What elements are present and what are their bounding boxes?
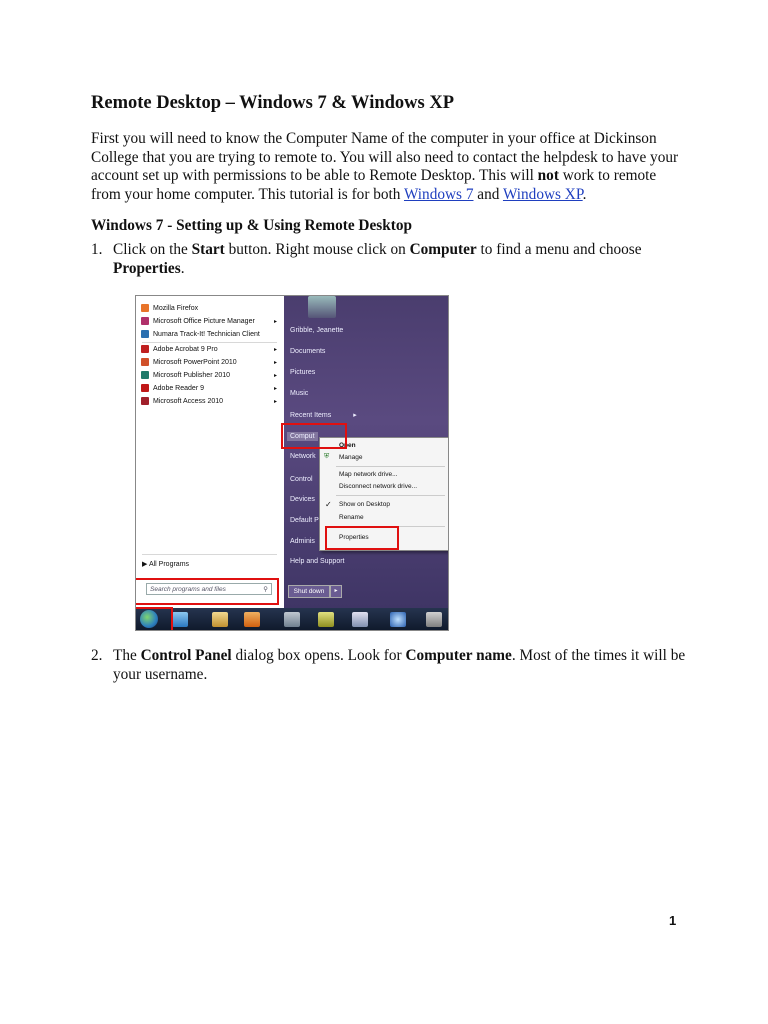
right-item-music[interactable]: Music [290, 390, 309, 397]
right-item-admin[interactable]: Adminis [290, 538, 315, 545]
step-text: your username. [113, 665, 208, 683]
right-item-network[interactable]: Network [290, 453, 316, 460]
outlook-icon[interactable] [244, 612, 260, 627]
all-programs-item[interactable] [142, 560, 189, 568]
step-2-text [113, 647, 685, 684]
right-item-help[interactable]: Help and Support [290, 558, 345, 565]
program-item[interactable] [141, 356, 279, 368]
step-bold: Start [191, 241, 225, 258]
right-item-control-panel[interactable]: Control [290, 476, 313, 483]
step-text: button. Right mouse click on [224, 241, 410, 258]
intro-text: . [582, 185, 587, 203]
intro-line-1: First you will need to know the Computer Name of the computer in your office at Dickinson [91, 130, 657, 147]
dreamweaver-icon[interactable] [318, 612, 334, 627]
submenu-arrow-icon: ▸ [273, 372, 277, 379]
context-item-map-drive[interactable]: Map network drive... [339, 471, 398, 478]
checkmark-icon: ✓ [325, 500, 332, 509]
start-menu-left-pane [136, 296, 284, 608]
program-item[interactable] [141, 343, 279, 355]
intro-text: account set up with permissions to be able to Remote Desktop. This will [91, 167, 538, 184]
program-item[interactable] [141, 315, 279, 327]
right-item-pictures[interactable]: Pictures [290, 369, 316, 376]
emphasis-not: not [537, 167, 559, 184]
highlight-start-button [135, 607, 173, 631]
submenu-arrow-icon: ▸ [273, 346, 277, 353]
divider [336, 466, 445, 467]
program-label: Numara Track-It! Technician Client [153, 330, 260, 338]
step-1 [91, 241, 691, 279]
shield-icon: ⛨ [324, 453, 330, 460]
snipping-tool-icon[interactable] [284, 612, 300, 627]
highlight-computer [281, 423, 347, 449]
step-bold: Properties [113, 259, 181, 277]
document-title: Remote Desktop – Windows 7 & Windows XP [91, 93, 455, 113]
network-tool-icon[interactable] [352, 612, 368, 627]
step-text: to find a menu and choose [476, 241, 642, 258]
intro-line-3 [91, 167, 691, 186]
step-1-text [113, 241, 642, 278]
right-item-devices[interactable]: Devices [290, 496, 315, 503]
program-icon [141, 345, 149, 353]
program-item[interactable] [141, 302, 279, 314]
program-icon [141, 397, 149, 405]
submenu-arrow-icon: ▸ [273, 318, 277, 325]
program-icon [141, 330, 149, 338]
program-item[interactable] [141, 369, 279, 381]
program-item[interactable] [141, 382, 279, 394]
step-bold: Control Panel [140, 647, 232, 664]
program-label: Adobe Acrobat 9 Pro [153, 345, 218, 353]
program-icon [141, 384, 149, 392]
program-item[interactable] [141, 395, 279, 407]
step-text: . Most of the times it will be [511, 647, 686, 664]
highlight-properties [325, 526, 399, 550]
intro-paragraph [91, 130, 691, 204]
divider [336, 495, 445, 496]
itunes-icon[interactable] [390, 612, 406, 627]
context-item-properties[interactable]: Properties [339, 534, 369, 541]
context-item-open[interactable]: Open [339, 442, 356, 449]
context-item-disconnect-drive[interactable]: Disconnect network drive... [339, 483, 418, 490]
intro-line-2: College that you are trying to remote to. You will also need to contact the helpdesk to have your [91, 148, 679, 166]
program-label: Adobe Reader 9 [153, 384, 204, 392]
right-item-computer[interactable]: Comput [287, 432, 318, 441]
program-label: Mozilla Firefox [153, 304, 199, 312]
program-item[interactable] [141, 328, 279, 340]
step-number: 1. [91, 241, 103, 258]
submenu-arrow-icon: ▸ [273, 385, 277, 392]
program-label: Microsoft Office Picture Manager [153, 317, 255, 325]
program-label: Microsoft Access 2010 [153, 397, 224, 405]
right-item-default-programs[interactable]: Default P [290, 517, 319, 524]
all-programs-label: All Programs [148, 561, 190, 568]
intro-line-4 [91, 186, 691, 205]
step-text: Click on the [113, 241, 192, 258]
right-item-recent[interactable] [290, 411, 357, 419]
submenu-arrow-icon: ▸ [273, 359, 277, 366]
intro-text: from your home computer. This tutorial is for both [91, 185, 404, 203]
chevron-right-icon: ▸ [334, 588, 338, 594]
right-item-user[interactable]: Gribble, Jeanette [290, 327, 344, 334]
step-text: . [180, 259, 185, 277]
program-label: Microsoft PowerPoint 2010 [153, 358, 237, 366]
program-icon [141, 317, 149, 325]
file-explorer-icon[interactable] [212, 612, 228, 627]
intro-text: and [473, 185, 503, 203]
user-picture [308, 296, 336, 318]
shutdown-button[interactable]: Shut down [288, 585, 330, 598]
highlight-search [135, 578, 279, 605]
control-tool-icon[interactable] [426, 612, 442, 627]
step-bold: Computer [409, 241, 477, 258]
step-2 [91, 647, 691, 685]
step-number: 2. [91, 647, 103, 664]
start-menu-screenshot [135, 295, 449, 631]
internet-explorer-icon[interactable] [172, 612, 188, 627]
submenu-arrow-icon: ▸ [273, 398, 277, 405]
recent-label: Recent Items [290, 412, 332, 419]
step-text: dialog box opens. Look for [231, 647, 406, 664]
windowsxp-link[interactable]: Windows XP [502, 185, 583, 203]
shutdown-options-button[interactable] [330, 585, 342, 598]
section-heading: Windows 7 - Setting up & Using Remote Desktop [91, 217, 412, 234]
program-icon [141, 371, 149, 379]
program-icon [141, 304, 149, 312]
intro-text: work to remote [558, 167, 657, 184]
context-item-manage[interactable]: Manage [339, 454, 363, 461]
right-item-documents[interactable]: Documents [290, 348, 326, 355]
search-icon: ⚲ [263, 586, 268, 593]
triangle-right-icon: ▶ [142, 561, 149, 568]
search-placeholder: Search programs and files [150, 586, 226, 593]
windows7-link[interactable]: Windows 7 [403, 185, 474, 203]
context-item-rename[interactable]: Rename [339, 514, 364, 521]
program-label: Microsoft Publisher 2010 [153, 371, 231, 379]
taskbar [136, 608, 448, 630]
divider [142, 554, 277, 555]
program-icon [141, 358, 149, 366]
step-bold: Computer name [405, 647, 512, 664]
page-number: 1 [669, 913, 677, 928]
context-item-show-on-desktop[interactable]: Show on Desktop [339, 501, 390, 508]
step-text: The [113, 647, 141, 664]
submenu-arrow-icon: ▸ [353, 412, 357, 419]
